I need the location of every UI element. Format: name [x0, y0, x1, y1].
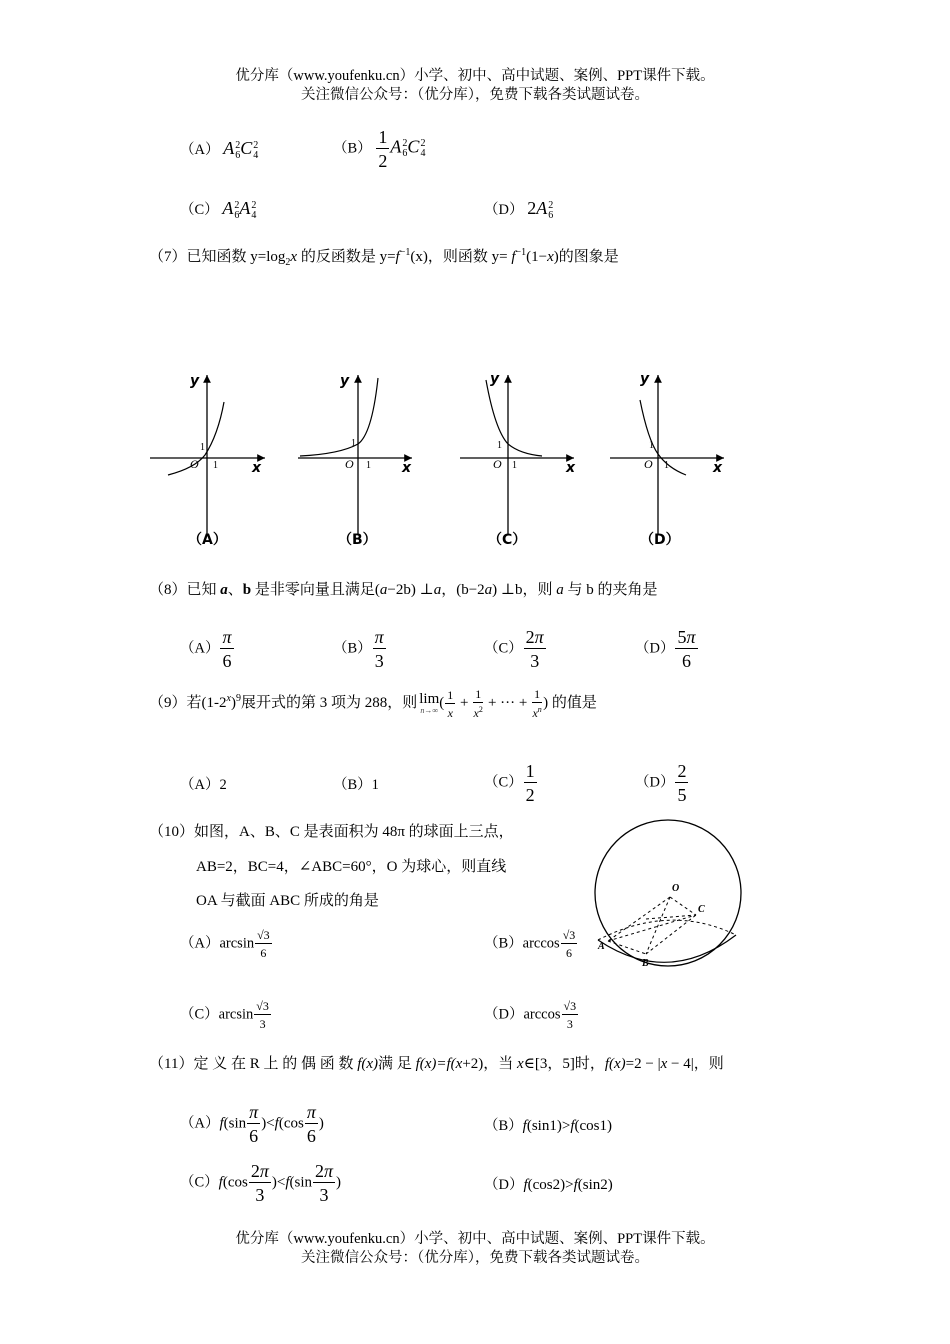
- graph-b-x-label: x: [402, 460, 412, 476]
- q10-stem-line-2: AB=2，BC=4，∠ABC=60°，O 为球心，则直线: [196, 859, 507, 875]
- header-line-1: 优分库（www.youfenku.cn）小学、初中、高中试题、案例、PPT课件下载。: [235, 68, 715, 84]
- q6-option-c: （C） A 2 6 A 2 4: [180, 198, 257, 221]
- graph-a-one-x: 1: [213, 460, 218, 471]
- q10-option-b: （B）arccos $\frac{√3}{6}$: [484, 928, 576, 960]
- graph-b-y-label: y: [340, 373, 350, 389]
- graph-b-one-y: 1: [351, 438, 356, 449]
- q11-option-d: （D）f(cos2)>f(sin2): [484, 1177, 613, 1193]
- graph-a: [150, 373, 265, 548]
- q9-option-c: （C） $\frac{1}{2}$: [484, 761, 535, 805]
- footer-line-2: 关注微信公众号：（优分库），免费下载各类试题试卷。: [301, 1250, 649, 1266]
- q10-stem-line-1: （10）如图，A、B、C 是表面积为 48π 的球面上三点，: [149, 824, 514, 840]
- q9-stem: （9）若$(1-2^x)^9$展开式的第 3 项为 288，则 lim n→∞ ( $\frac{1}{x}$ + $\frac{1}{x^2}$ + ··· + $\frac{1}{x^n}$ ) 的值是: [149, 687, 597, 720]
- graph-c-origin: O: [493, 457, 502, 471]
- graph-c: [460, 371, 576, 548]
- q9-option-b: （B）1: [333, 777, 379, 793]
- graph-b-origin: O: [345, 457, 354, 471]
- graph-d-one-y: 1: [649, 440, 654, 451]
- graph-b: [298, 373, 412, 548]
- graph-c-y-label: y: [490, 371, 500, 387]
- sphere-label-b: B: [642, 958, 649, 969]
- q10-option-d: （D）arccos $\frac{√3}{3}$: [484, 999, 577, 1031]
- q8-option-c: （C） $\frac{2\pi}{3}$: [484, 627, 544, 671]
- graph-a-x-label: x: [252, 460, 262, 476]
- graph-a-origin: O: [190, 457, 199, 471]
- q10-sphere-figure: [590, 815, 750, 975]
- graph-d-x-label: x: [713, 460, 723, 476]
- graph-a-y-label: y: [190, 373, 200, 389]
- graph-d: [610, 371, 724, 548]
- graph-c-one-x: 1: [512, 460, 517, 471]
- q8-option-d: （D） $\frac{5\pi}{6}$: [635, 627, 696, 671]
- sphere-label-o: O: [672, 883, 680, 894]
- graph-b-label: （B）: [338, 532, 377, 548]
- graph-d-origin: O: [644, 457, 653, 471]
- q10-option-a: （A）arcsin $\frac{√3}{6}$: [180, 928, 270, 960]
- q6-option-d: （D） 2A 2 6: [484, 198, 554, 221]
- q6-option-b: （B） $\frac{1}{2}$ A 2 6 C 2 4: [333, 127, 426, 171]
- footer-line-1: 优分库（www.youfenku.cn）小学、初中、高中试题、案例、PPT课件下载。: [235, 1231, 715, 1247]
- q7-graphs: [140, 360, 740, 560]
- graph-a-one-y: 1: [200, 442, 205, 453]
- q8-option-a: （A） $\frac{\pi}{6}$: [180, 627, 232, 671]
- graph-c-one-y: 1: [497, 440, 502, 451]
- q11-stem: （11）定 义 在 R 上 的 偶 函 数 f(x)满 足 f(x)=f(x+2)，当 x∈[3，5]时，f(x)=2 − |x − 4|，则: [149, 1056, 724, 1072]
- graph-d-label: （D）: [640, 532, 680, 548]
- graph-d-y-label: y: [640, 371, 650, 387]
- q7-stem: （7）已知函数 $y=\log_2x$ 的反函数是 $y=f^{-1}(x)$，则函数 $y= f^{-1}(1-x)$的图象是: [149, 247, 619, 268]
- q8-option-b: （B） $\frac{\pi}{3}$: [333, 627, 384, 671]
- q11-option-c: （C）f(cos $\frac{2\pi}{3}$ )<f(sin $\frac{2\pi}{3}$ ): [180, 1161, 342, 1205]
- q10-stem-line-3: OA 与截面 ABC 所成的角是: [196, 893, 379, 909]
- q11-option-a: （A）f(sin $\frac{\pi}{6}$ )<f(cos $\frac{\pi}{6}$ ): [180, 1102, 324, 1146]
- q10-option-c: （C）arcsin $\frac{√3}{3}$: [180, 999, 269, 1031]
- header-line-2: 关注微信公众号：（优分库），免费下载各类试题试卷。: [301, 87, 649, 103]
- q9-option-d: （D） $\frac{2}{5}$: [635, 761, 687, 805]
- q9-option-a: （A）2: [180, 777, 227, 793]
- graph-c-label: （C）: [488, 532, 527, 548]
- q8-stem: （8）已知 a、b 是非零向量且满足(a−2b) ⊥a，(b−2a) ⊥b，则 a 与 b 的夹角是: [149, 582, 658, 598]
- graph-b-one-x: 1: [366, 460, 371, 471]
- sphere-label-a: A: [598, 941, 605, 952]
- q6-option-a: （A） A 2 6 C 2 4: [180, 138, 259, 161]
- graph-c-x-label: x: [566, 460, 576, 476]
- graph-d-one-x: 1: [664, 460, 669, 471]
- graph-a-label: （A）: [188, 532, 227, 548]
- sphere-label-c: C: [698, 904, 705, 915]
- q11-option-b: （B）f(sin1)>f(cos1): [484, 1118, 612, 1134]
